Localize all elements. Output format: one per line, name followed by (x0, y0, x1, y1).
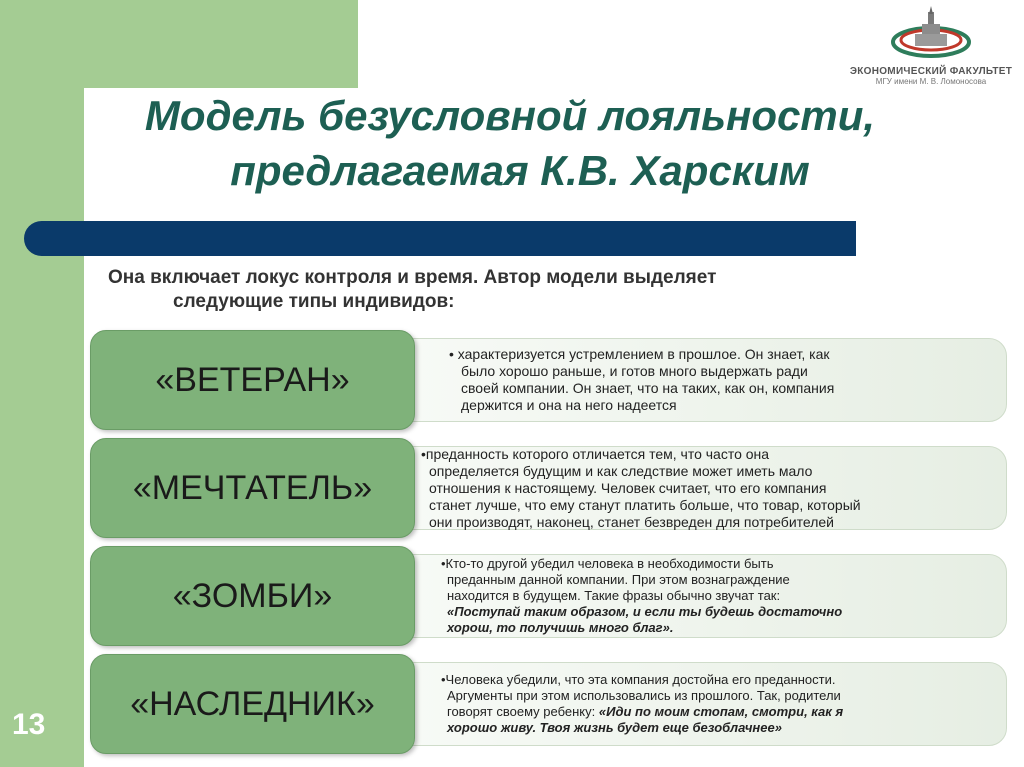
desc-line: •Человека убедили, что эта компания достойна его преданности. (441, 672, 836, 687)
desc-quote: хорошо живу. Твоя жизнь будет еще безоблачнее» (447, 720, 782, 735)
slide-title (100, 88, 920, 198)
type-desc-heir (412, 662, 1007, 746)
type-label-heir: «НАСЛЕДНИК» (90, 654, 415, 754)
type-desc-zombie (412, 554, 1007, 638)
title-line-1: Модель безусловной лояльности, (144, 92, 876, 139)
desc-quote: хорош, то получишь много благ». (447, 620, 674, 635)
type-row-veteran (90, 330, 1008, 430)
msu-emblem-icon (888, 6, 974, 66)
type-desc-veteran (412, 338, 1007, 422)
desc-line: определяется будущим и как следствие может иметь мало (429, 462, 813, 479)
desc-line: •преданность которого отличается тем, что часто она (421, 445, 770, 462)
desc-line: отношения к настоящему. Человек считает, что его компания (429, 479, 827, 496)
type-label-zombie: «ЗОМБИ» (90, 546, 415, 646)
title-divider-bar (24, 221, 856, 256)
type-label-veteran: «ВЕТЕРАН» (90, 330, 415, 430)
desc-line: было хорошо раньше, и готов много выдержать ради (461, 363, 808, 379)
desc-line: говорят своему ребенку: (447, 704, 596, 719)
intro-text (108, 266, 968, 314)
type-row-zombie (90, 546, 1008, 646)
faculty-name: ЭКОНОМИЧЕСКИЙ ФАКУЛЬТЕТ (849, 66, 1013, 77)
title-line-2: предлагаемая К.В. Харским (230, 147, 810, 194)
faculty-logo (846, 6, 1016, 96)
page-number: 13 (12, 708, 46, 741)
type-label-dreamer: «МЕЧТАТЕЛЬ» (90, 438, 415, 538)
type-row-heir (90, 654, 1008, 754)
university-name: МГУ имени М. В. Ломоносова (875, 77, 987, 86)
top-accent-block (84, 0, 358, 88)
left-accent-strip (0, 0, 84, 767)
desc-line: преданным данной компании. При этом вознаграждение (447, 572, 790, 587)
intro-line-1: Она включает локус контроля и время. Автор модели выделяет (108, 267, 717, 288)
desc-line: Аргументы при этом использовались из прошлого. Так, родители (447, 688, 841, 703)
desc-quote: «Иди по моим стопам, смотри, как я (598, 704, 844, 719)
desc-quote: «Поступай таким образом, и если ты будешь достаточно (447, 604, 843, 619)
desc-line: они производят, наконец, станет безвреден для потребителей (429, 513, 834, 530)
type-desc-dreamer (412, 446, 1007, 530)
desc-line: своей компании. Он знает, что на таких, как он, компания (461, 380, 835, 396)
desc-line: держится и она на него надеется (461, 397, 677, 413)
desc-line: станет лучше, что ему станут платить больше, что товар, который (429, 496, 861, 513)
desc-line: •Кто-то другой убедил человека в необходимости быть (441, 556, 774, 571)
type-row-dreamer (90, 438, 1008, 538)
intro-line-2: следующие типы индивидов: (173, 291, 455, 312)
desc-line: находится в будущем. Такие фразы обычно звучат так: (447, 588, 781, 603)
desc-line: • характеризуется устремлением в прошлое. Он знает, как (449, 346, 830, 362)
